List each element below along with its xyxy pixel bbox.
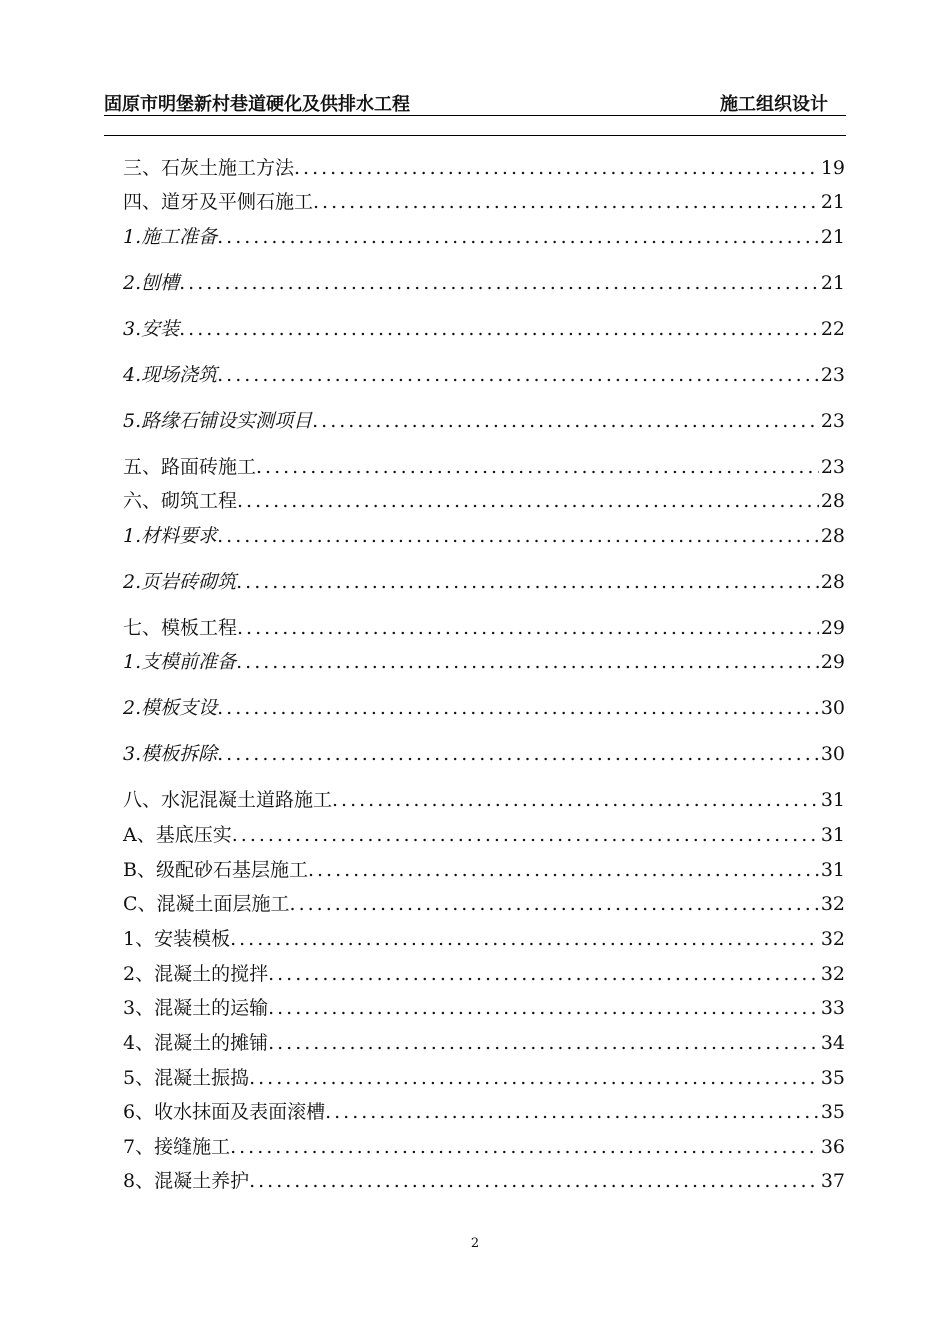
toc-entry-page: 23 (820, 410, 845, 432)
toc-entry-page: 28 (820, 525, 845, 547)
toc-entry-page: 21 (820, 226, 845, 248)
toc-entry-title: 三、石灰土施工方法 (123, 157, 295, 179)
toc-entry-page: 31 (820, 859, 845, 881)
toc-dot-leader (308, 855, 819, 885)
toc-entry[interactable] (123, 486, 845, 516)
toc-entry-page: 37 (820, 1170, 845, 1192)
toc-entry[interactable] (123, 855, 845, 885)
toc-entry[interactable] (123, 613, 845, 643)
toc-dot-leader (179, 268, 819, 298)
toc-entry-page: 23 (820, 364, 845, 386)
toc-dot-leader (236, 567, 819, 597)
toc-entry[interactable] (123, 314, 845, 344)
toc-entry[interactable] (123, 739, 845, 769)
toc-dot-leader (236, 647, 819, 677)
toc-dot-leader (237, 486, 819, 516)
toc-dot-leader (217, 360, 819, 390)
toc-dot-leader (230, 1132, 819, 1162)
toc-entry-page: 30 (820, 697, 845, 719)
header-rule (104, 135, 846, 136)
toc-dot-leader (294, 153, 819, 183)
toc-dot-leader (217, 222, 819, 252)
toc-entry-title: 六、砌筑工程 (123, 490, 238, 512)
toc-dot-leader (256, 452, 819, 482)
header-rule-thin (104, 115, 846, 116)
toc-entry-page: 35 (820, 1067, 845, 1089)
toc-entry-title: 3.模板拆除 (123, 743, 218, 765)
toc-entry-title: 2、混凝土的搅拌 (123, 963, 269, 985)
toc-entry-page: 32 (820, 893, 845, 915)
toc-entry-page: 31 (820, 824, 845, 846)
toc-entry[interactable] (123, 785, 845, 815)
toc-entry[interactable] (123, 693, 845, 723)
toc-entry-page: 35 (820, 1101, 845, 1123)
toc-entry-page: 21 (820, 272, 845, 294)
toc-entry-page: 29 (820, 617, 845, 639)
toc-entry[interactable] (123, 1063, 845, 1093)
toc-entry-title: 5、混凝土振捣 (123, 1067, 250, 1089)
toc-dot-leader (313, 187, 819, 217)
toc-entry[interactable] (123, 222, 845, 252)
toc-entry-page: 32 (820, 928, 845, 950)
toc-entry-page: 36 (820, 1136, 845, 1158)
toc-entry-title: 6、收水抹面及表面滚槽 (123, 1101, 326, 1123)
toc-dot-leader (179, 314, 819, 344)
header-document-type: 施工组织设计 (720, 94, 828, 115)
toc-entry-title: 1、安装模板 (123, 928, 231, 950)
toc-entry-title: B、级配砂石基层施工 (123, 859, 308, 881)
toc-entry-page: 23 (820, 456, 845, 478)
toc-entry-title: 3.安装 (123, 318, 180, 340)
page-number: 2 (470, 1236, 480, 1251)
toc-dot-leader (230, 924, 819, 954)
toc-entry-title: 2.刨槽 (123, 272, 180, 294)
toc-entry-title: 7、接缝施工 (123, 1136, 231, 1158)
toc-dot-leader (268, 1028, 819, 1058)
toc-entry-page: 29 (820, 651, 845, 673)
toc-entry[interactable] (123, 452, 845, 482)
toc-entry[interactable] (123, 993, 845, 1023)
toc-entry[interactable] (123, 567, 845, 597)
toc-entry-title: 3、混凝土的运输 (123, 997, 269, 1019)
toc-entry[interactable] (123, 647, 845, 677)
toc-entry[interactable] (123, 924, 845, 954)
toc-dot-leader (237, 613, 819, 643)
toc-entry[interactable] (123, 1097, 845, 1127)
toc-entry[interactable] (123, 820, 845, 850)
toc-dot-leader (325, 1097, 819, 1127)
toc-dot-leader (290, 889, 819, 919)
toc-entry-title: 4、混凝土的摊铺 (123, 1032, 269, 1054)
toc-entry-title: 8、混凝土养护 (123, 1170, 250, 1192)
toc-dot-leader (268, 993, 819, 1023)
toc-entry-title: 2.页岩砖砌筑 (123, 571, 237, 593)
toc-dot-leader (217, 521, 819, 551)
toc-entry-page: 31 (820, 789, 845, 811)
toc-entry-page: 22 (820, 318, 845, 340)
toc-entry-title: 5.路缘石铺设实测项目 (123, 410, 313, 432)
toc-entry-page: 21 (820, 191, 845, 213)
toc-entry-title: A、基底压实 (123, 824, 232, 846)
toc-dot-leader (249, 1166, 819, 1196)
toc-dot-leader (232, 820, 819, 850)
toc-entry-title: 五、路面砖施工 (123, 456, 257, 478)
toc-entry-page: 34 (820, 1032, 845, 1054)
toc-entry[interactable] (123, 1166, 845, 1196)
toc-entry-title: 4.现场浇筑 (123, 364, 218, 386)
toc-entry[interactable] (123, 187, 845, 217)
toc-entry-title: 八、水泥混凝土道路施工 (123, 789, 333, 811)
toc-dot-leader (332, 785, 819, 815)
toc-entry-title: 七、模板工程 (123, 617, 238, 639)
toc-entry-title: 1.支模前准备 (123, 651, 237, 673)
toc-entry-page: 32 (820, 963, 845, 985)
toc-entry[interactable] (123, 889, 845, 919)
page-header (104, 86, 846, 116)
toc-dot-leader (249, 1063, 819, 1093)
toc-dot-leader (268, 959, 819, 989)
toc-entry-page: 28 (820, 490, 845, 512)
toc-dot-leader (217, 739, 819, 769)
toc-entry-page: 28 (820, 571, 845, 593)
toc-entry-page: 33 (820, 997, 845, 1019)
toc-dot-leader (312, 406, 819, 436)
toc-dot-leader (217, 693, 819, 723)
toc-entry-page: 30 (820, 743, 845, 765)
toc-entry[interactable] (123, 1028, 845, 1058)
toc-entry-title: C、混凝土面层施工 (123, 893, 290, 915)
toc-entry-page: 19 (820, 157, 845, 179)
toc-entry-title: 2.模板支设 (123, 697, 218, 719)
toc-entry[interactable] (123, 959, 845, 989)
toc-entry-title: 1.施工准备 (123, 226, 218, 248)
toc-entry[interactable] (123, 268, 845, 298)
toc-entry-title: 四、道牙及平侧石施工 (123, 191, 314, 213)
toc-entry[interactable] (123, 360, 845, 390)
toc-entry[interactable] (123, 153, 845, 183)
toc-entry[interactable] (123, 1132, 845, 1162)
toc-entry[interactable] (123, 406, 845, 436)
toc-entry-title: 1.材料要求 (123, 525, 218, 547)
toc-entry[interactable] (123, 521, 845, 551)
header-project-title: 固原市明堡新村巷道硬化及供排水工程 (104, 94, 410, 115)
